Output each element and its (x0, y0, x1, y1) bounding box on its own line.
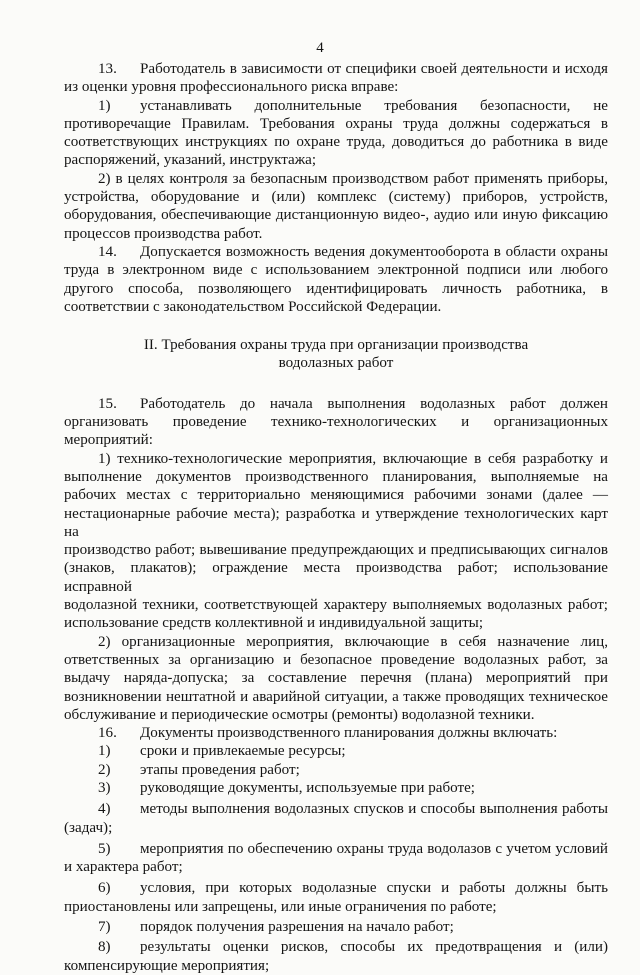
list-item-4-line-1: 4) методы выполнения водолазных спусков и способы выполнения работы (98, 801, 608, 818)
section-heading-line-1: II. Требования охраны труда при организации производства (143, 337, 529, 354)
paragraph-15-1-line-7: водолазной техники, соответствующей характеру выполняемых водолазных работ; (64, 597, 608, 614)
list-item-3: 3) руководящие документы, используемые при работе; (98, 779, 475, 796)
paragraph-13-line-2: из оценки уровня профессионального риска вправе: (64, 79, 399, 96)
paragraph-13-2-line-3: оборудования, обеспечивающие дистанционную видео-, аудио или иную фиксацию (64, 207, 608, 224)
paragraph-15-1-line-4: нестационарные рабочие места); разработка и утверждение технологических карт на (64, 505, 608, 540)
section-heading (64, 336, 608, 373)
paragraph-15-1-line-5: производство работ; вывешивание предупреждающих и предписывающих сигналов (64, 542, 608, 559)
paragraph-15-line-2: организовать проведение технико-технологических и организационных (64, 414, 608, 431)
list-item-5-line-2: и характера работ; (64, 859, 183, 876)
paragraph-14-line-3: другого способа, позволяющего идентифицировать личность работника, в (64, 280, 608, 297)
paragraph-15-line-3: мероприятий: (64, 432, 153, 449)
list-item-8-line-2: компенсирующие мероприятия; (64, 957, 270, 974)
list-item-4-line-2: (задач); (64, 819, 113, 836)
list-item-6-line-2: приостановлены или запрещены, или иные ограничения по работе; (64, 898, 497, 915)
paragraph-14-line-1: 14. Допускается возможность ведения документооборота в области охраны (98, 243, 608, 260)
list-item-5-line-1: 5) мероприятия по обеспечению охраны труда водолазов с учетом условий (98, 840, 608, 857)
paragraph-15-1-line-2: выполнение документов производственного планирования, выполняемые на (64, 468, 608, 485)
paragraph-13-1-line-1: 1) устанавливать дополнительные требования безопасности, не (98, 97, 608, 114)
section-heading-line-2: водолазных работ (278, 355, 394, 372)
paragraph-15-1-line-3: рабочих местах с территориально меняющимися рабочими зонами (далее — (64, 487, 608, 504)
page-number: 4 (316, 40, 324, 56)
paragraph-16-line-1: 16. Документы производственного планирования должны включать: (98, 725, 558, 742)
paragraph-13-2-line-2: устройства, оборудование и (или) комплекс (систему) приборов, устройств, (64, 189, 608, 206)
paragraph-13-1-line-2: противоречащие Правилам. Требования охраны труда должны содержаться в (64, 115, 608, 132)
list-item-2: 2) этапы проведения работ; (98, 761, 300, 778)
paragraph-15-1-line-6: (знаков, плакатов); ограждение места производства работ; использование исправной (64, 560, 608, 595)
paragraph-15-2-line-5: обслуживание и периодические осмотры (ремонты) водолазной техники. (64, 706, 535, 723)
document-body (64, 60, 608, 975)
paragraph-15-2-line-1: 2) организационные мероприятия, включающие в себя назначение лиц, (98, 633, 608, 650)
paragraph-14-line-4: соответствии с законодательством Российской Федерации. (64, 298, 442, 315)
paragraph-14-line-2: труда в электронном виде с использованием электронной подписи или любого (64, 262, 608, 279)
paragraph-13-2-line-4: процессов производства работ. (64, 225, 263, 242)
list-item-1: 1) сроки и привлекаемые ресурсы; (98, 743, 346, 760)
paragraph-15-1-line-1: 1) технико-технологические мероприятия, включающие в себя разработку и (98, 450, 608, 467)
paragraph-15-2-line-4: возникновении нештатной и аварийной ситуации, а также проводящих техническое (64, 688, 608, 705)
paragraph-13-1-line-3: соответствующих инструкциях по охране труда, доводиться до работника в виде (64, 134, 608, 151)
list-item-6-line-1: 6) условия, при которых водолазные спуски и работы должны быть (98, 880, 608, 897)
paragraph-13-1-line-4: распоряжений, указаний, инструктажа; (64, 152, 317, 169)
paragraph-13-line-1: 13. Работодатель в зависимости от специфики своей деятельности и исходя (98, 61, 608, 77)
paragraph-15-2-line-2: ответственных за организацию и безопасное проведение водолазных работ, за (64, 651, 608, 668)
paragraph-15-1-line-8: использование средств коллективной и индивидуальной защиты; (64, 615, 484, 632)
paragraph-15-line-1: 15. Работодатель до начала выполнения водолазных работ должен (98, 395, 608, 412)
paragraph-15-2-line-3: выдачу наряда-допуска; за составление перечня (плана) мероприятий при (64, 670, 608, 687)
list-item-7: 7) порядок получения разрешения на начало работ; (98, 919, 454, 936)
list-item-8-line-1: 8) результаты оценки рисков, способы их предотвращения и (или) (98, 939, 608, 956)
paragraph-13-2-line-1: 2) в целях контроля за безопасным производством работ применять приборы, (98, 170, 608, 187)
